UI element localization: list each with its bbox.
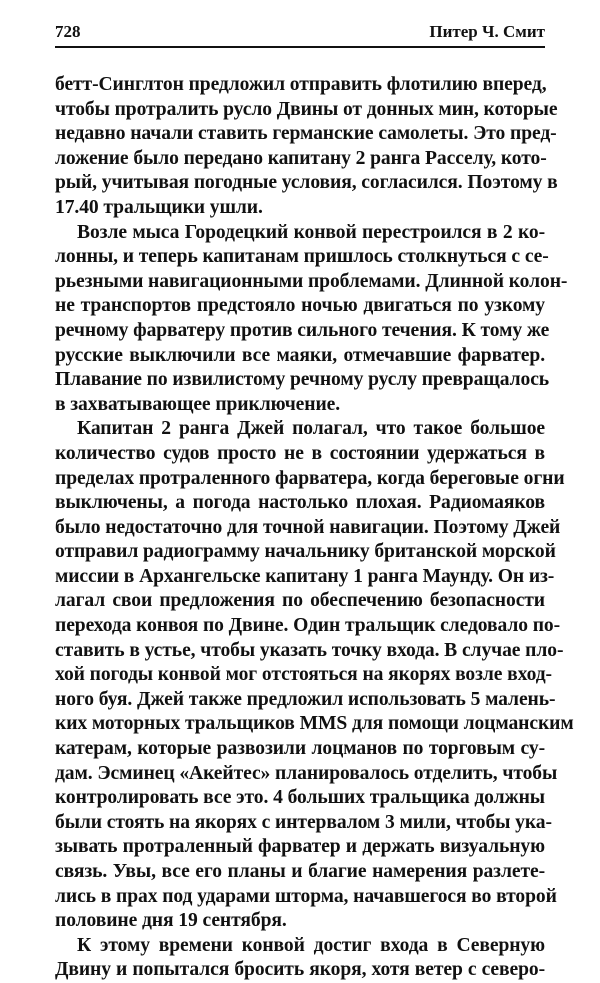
text-line: ного буя. Джей также предложил использовать 5 малень- [55, 688, 556, 710]
text-line: катерам, которые развозили лоцманов по торговым су- [55, 738, 545, 760]
text-line: Капитан 2 ранга Джей полагал, что такое большое [77, 418, 545, 440]
text-line: зывать протраленный фарватер и держать визуальную [55, 836, 545, 858]
text-line: речному фарватеру против сильного течения. К тому же [55, 319, 550, 341]
text-line: недавно начали ставить германские самолеты. Это пред- [55, 123, 557, 145]
text-line: Возле мыса Городецкий конвой перестроился в 2 ко- [77, 221, 545, 243]
text-line: К этому времени конвой достиг входа в Северную [77, 934, 545, 956]
text-line: перехода конвоя по Двине. Один тральщик следовало по- [55, 615, 561, 637]
text-line: не транспортов предстояло ночью двигаться по узкому [55, 295, 545, 317]
text-line: чтобы протралить русло Двины от донных мин, которые [55, 98, 558, 120]
text-line: 17.40 тральщики ушли. [55, 196, 263, 218]
paragraph [55, 934, 545, 983]
text-line: ложение было передано капитану 2 ранга Расселу, кото- [55, 147, 547, 169]
text-line: контролировать все это. 4 больших тральщика должны [55, 787, 545, 809]
text-line: количество судов просто не в состоянии удержаться в [55, 442, 545, 464]
text-line: пределах протраленного фарватера, когда береговые огни [55, 467, 565, 489]
text-line: связь. Увы, все его планы и благие намерения разлете- [55, 861, 545, 882]
text-line: лагал свои предложения по обеспечению безопасности [55, 590, 545, 612]
text-line: Плавание по извилистому речному руслу превращалось [55, 369, 550, 391]
text-line: Двину и попытался бросить якоря, хотя ветер с северо- [55, 959, 545, 981]
page-number: 728 [55, 22, 81, 41]
text-line: рьезными навигационными проблемами. Длинной колон- [55, 270, 568, 292]
text-line: половине дня 19 сентября. [55, 910, 287, 932]
text-line: хой погоды конвой мог отстояться на якорях возле вход- [55, 664, 552, 686]
text-line: лись в прах под ударами шторма, начавшегося во второй [55, 885, 557, 907]
text-line: в захватывающее приключение. [55, 393, 341, 415]
text-line: выключены, а погода настолько плохая. Радиомаяков [55, 492, 545, 514]
text-line: отправил радиограмму начальнику британской морской [55, 541, 556, 563]
text-line: дам. Эсминец «Акейтес» планировалось отделить, чтобы [55, 762, 558, 784]
page-header [55, 14, 545, 48]
running-title: Питер Ч. Смит [429, 22, 545, 41]
paragraph [55, 221, 568, 418]
text-line: миссии в Архангельске капитану 1 ранга Маунду. Он из- [55, 565, 555, 587]
paragraph [55, 73, 558, 221]
text-line: ких моторных тральщиков MMS для помощи лоцманским [55, 713, 574, 735]
paragraph [55, 417, 574, 933]
text-line: лонны, и теперь капитанам пришлось столкнуться с се- [55, 246, 549, 268]
text-line: было недостаточно для точной навигации. Поэтому Джей [55, 516, 561, 538]
text-line: ставить в устье, чтобы указать точку входа. В случае пло- [55, 639, 564, 661]
text-line: были стоять на якорях с интервалом 3 мили, чтобы ука- [55, 811, 552, 833]
text-line: рый, учитывая погодные условия, согласился. Поэтому в [55, 172, 558, 194]
text-line: русские выключили все маяки, отмечавшие фарватер. [55, 344, 545, 366]
body-text [55, 73, 574, 983]
text-line: бетт-Синглтон предложил отправить флотилию вперед, [55, 74, 547, 95]
